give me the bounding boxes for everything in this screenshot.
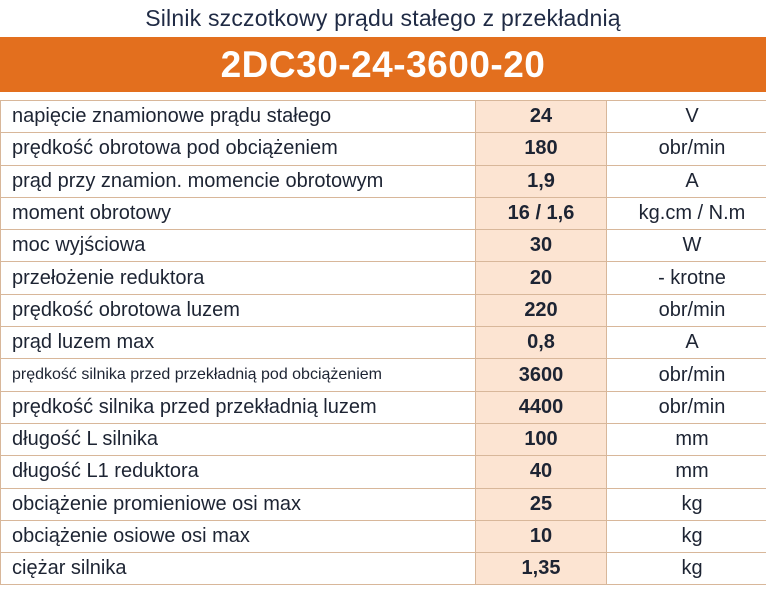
- spec-value: 4400: [476, 391, 607, 423]
- spec-value: 24: [476, 101, 607, 133]
- spec-label: obciążenie osiowe osi max: [1, 520, 476, 552]
- spec-value: 20: [476, 262, 607, 294]
- spec-value: 25: [476, 488, 607, 520]
- spec-unit: W: [607, 230, 766, 262]
- spec-value: 40: [476, 456, 607, 488]
- spec-label: napięcie znamionowe prądu stałego: [1, 101, 476, 133]
- table-row: [1, 488, 766, 520]
- spec-label: prędkość obrotowa pod obciążeniem: [1, 133, 476, 165]
- spec-value: 220: [476, 294, 607, 326]
- model-name: 2DC30-24-3600-20: [220, 43, 546, 85]
- table-row: [1, 197, 766, 229]
- spec-value: 3600: [476, 359, 607, 391]
- spec-unit: obr/min: [607, 294, 766, 326]
- spec-unit: kg: [607, 553, 766, 585]
- spec-value: 0,8: [476, 327, 607, 359]
- spec-value: 16 / 1,6: [476, 197, 607, 229]
- spec-unit: obr/min: [607, 391, 766, 423]
- spec-value: 30: [476, 230, 607, 262]
- table-row: [1, 520, 766, 552]
- spec-unit: mm: [607, 423, 766, 455]
- spec-label: moc wyjściowa: [1, 230, 476, 262]
- spec-unit: A: [607, 165, 766, 197]
- spec-value: 180: [476, 133, 607, 165]
- spec-value: 1,9: [476, 165, 607, 197]
- table-row: [1, 423, 766, 455]
- spec-label: przełożenie reduktora: [1, 262, 476, 294]
- spec-label: prąd przy znamion. momencie obrotowym: [1, 165, 476, 197]
- spec-unit: kg.cm / N.m: [607, 197, 766, 229]
- page-subtitle: Silnik szczotkowy prądu stałego z przekładnią: [145, 5, 621, 31]
- spec-value: 10: [476, 520, 607, 552]
- spec-label: moment obrotowy: [1, 197, 476, 229]
- table-row: [1, 456, 766, 488]
- spec-label: prędkość silnika przed przekładnią pod obciążeniem: [1, 359, 476, 391]
- spec-label: długość L1 reduktora: [1, 456, 476, 488]
- table-row: [1, 327, 766, 359]
- table-row: [1, 133, 766, 165]
- table-row: [1, 101, 766, 133]
- spec-label: obciążenie promieniowe osi max: [1, 488, 476, 520]
- spec-value: 1,35: [476, 553, 607, 585]
- table-row: [1, 294, 766, 326]
- table-row: [1, 359, 766, 391]
- spec-label: prąd luzem max: [1, 327, 476, 359]
- spec-label: ciężar silnika: [1, 553, 476, 585]
- table-row: [1, 262, 766, 294]
- spec-unit: V: [607, 101, 766, 133]
- spec-unit: obr/min: [607, 133, 766, 165]
- spec-label: prędkość silnika przed przekładnią luzem: [1, 391, 476, 423]
- spec-unit: - krotne: [607, 262, 766, 294]
- spec-unit: obr/min: [607, 359, 766, 391]
- spec-unit: kg: [607, 488, 766, 520]
- table-row: [1, 553, 766, 585]
- table-row: [1, 165, 766, 197]
- spacer: [0, 92, 766, 100]
- spec-unit: A: [607, 327, 766, 359]
- spec-label: długość L silnika: [1, 423, 476, 455]
- spec-label: prędkość obrotowa luzem: [1, 294, 476, 326]
- spec-unit: kg: [607, 520, 766, 552]
- spec-value: 100: [476, 423, 607, 455]
- model-banner: [0, 37, 766, 92]
- specifications-table: [0, 100, 766, 585]
- table-row: [1, 230, 766, 262]
- table-row: [1, 391, 766, 423]
- spec-unit: mm: [607, 456, 766, 488]
